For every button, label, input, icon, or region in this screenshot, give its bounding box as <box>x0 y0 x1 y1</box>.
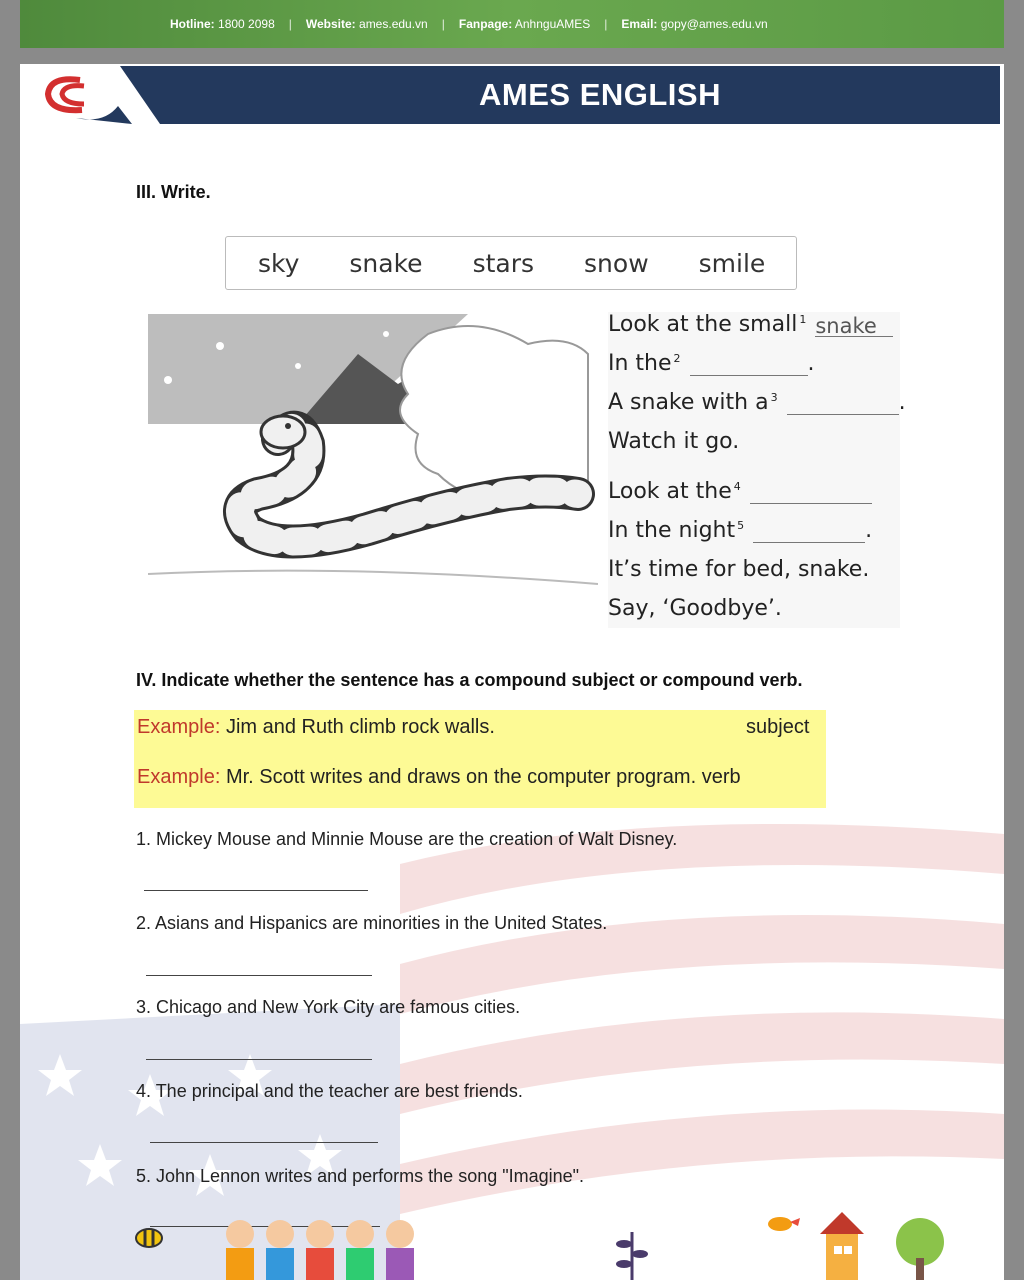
worksheet-page <box>20 64 1004 1280</box>
house-icon <box>820 1212 864 1280</box>
bird-icon <box>760 1206 800 1236</box>
answer-line[interactable] <box>150 1142 378 1143</box>
question-item: 5. John Lennon writes and performs the song "Imagine". <box>136 1166 585 1186</box>
example-row: Example: Mr. Scott writes and draws on the computer program. verb <box>137 766 741 788</box>
separator: | <box>604 17 608 31</box>
poem-line: In the $^2$ . <box>608 351 815 376</box>
answer-line[interactable] <box>146 1059 372 1060</box>
answer-line[interactable] <box>144 890 368 891</box>
email: Email: gopy@ames.edu.vn <box>621 17 768 31</box>
section-heading-write: III. Write. <box>136 182 211 202</box>
children-illustration <box>200 1214 430 1280</box>
answer-blank[interactable] <box>750 481 872 504</box>
word-bank-item: snow <box>584 248 649 278</box>
poem-box <box>608 312 906 628</box>
answer-blank[interactable] <box>753 520 865 543</box>
separator: | <box>288 17 292 31</box>
question-item: 4. The principal and the teacher are best friends. <box>136 1081 523 1101</box>
hotline: Hotline: 1800 2098 <box>170 17 275 31</box>
examples-box <box>134 710 826 808</box>
flag-background-image <box>20 804 1004 1280</box>
snake-snow-illustration <box>148 314 598 628</box>
poem-line: Look at the $^4$ <box>608 479 872 504</box>
word-bank-item: stars <box>472 248 535 278</box>
example-answer: subject <box>746 716 810 738</box>
answer-blank[interactable] <box>787 392 899 415</box>
word-bank-item: snake <box>349 248 423 278</box>
word-bank-item: smile <box>698 248 766 278</box>
answer-blank[interactable]: snake <box>815 314 893 337</box>
example-row: Example: Jim and Ruth climb rock walls. <box>137 716 495 738</box>
question-item: 2. Asians and Hispanics are minorities in the United States. <box>136 913 608 933</box>
poem-line: Say, ‘Goodbye’. <box>608 596 782 621</box>
poem-line: In the night $^5$ . <box>608 518 873 543</box>
answer-line[interactable] <box>146 975 372 976</box>
answer-blank[interactable] <box>690 353 808 376</box>
separator: | <box>441 17 445 31</box>
page-title: AMES ENGLISH <box>479 77 721 112</box>
poem-line: A snake with a $^3$ . <box>608 390 906 415</box>
tree-icon <box>888 1218 952 1280</box>
plant-icon <box>612 1228 652 1280</box>
bee-icon <box>132 1222 166 1250</box>
question-item: 3. Chicago and New York City are famous cities. <box>136 997 521 1017</box>
word-bank <box>225 236 797 290</box>
poem-line: Watch it go. <box>608 429 740 454</box>
question-item: 1. Mickey Mouse and Minnie Mouse are the creation of Walt Disney. <box>136 829 678 849</box>
website: Website: ames.edu.vn <box>305 17 428 31</box>
word-bank-item: sky <box>258 248 300 278</box>
fanpage: Fanpage: AnhnguAMES <box>458 17 591 31</box>
contact-bar <box>20 0 1004 48</box>
section-heading-compound: IV. Indicate whether the sentence has a compound subject or compound verb. <box>136 670 803 690</box>
poem-line: Look at the small $^1$ snake <box>608 312 893 337</box>
poem-line: It’s time for bed, snake. <box>608 557 870 582</box>
